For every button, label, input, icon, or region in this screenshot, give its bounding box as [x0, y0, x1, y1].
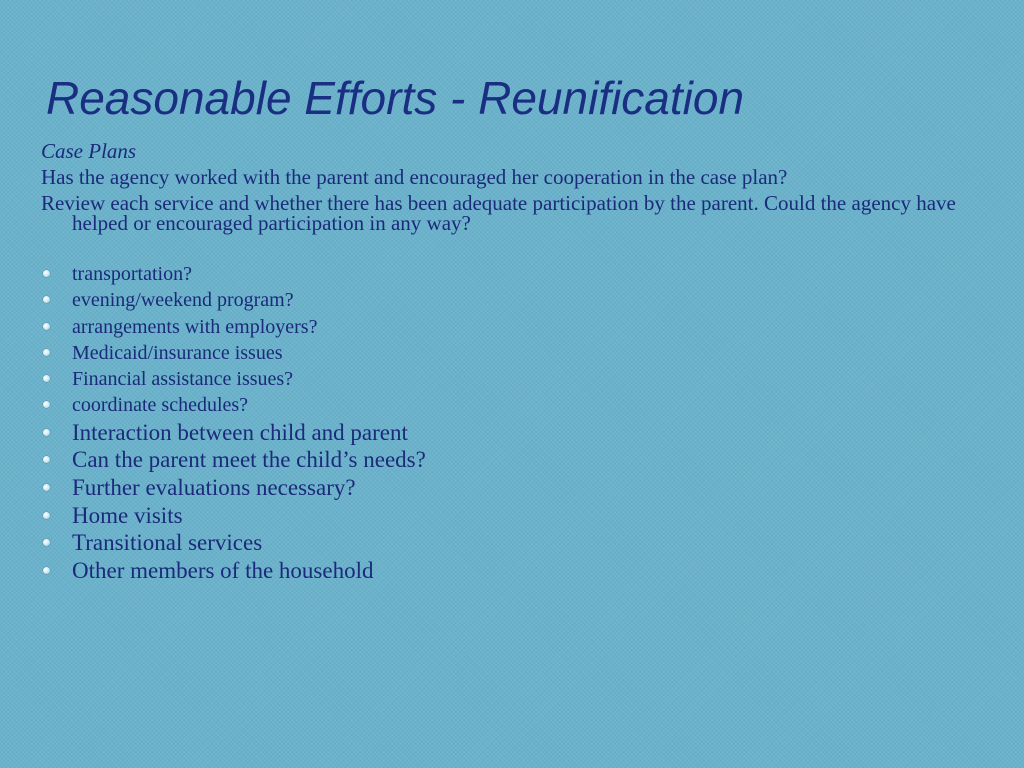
bullet-icon	[43, 456, 50, 463]
bullet-icon	[43, 401, 50, 408]
list-item-label: Interaction between child and parent	[72, 419, 408, 445]
paragraph-agency-cooperation: Has the agency worked with the parent and encouraged her cooperation in the case plan?	[41, 165, 788, 189]
list-item	[41, 529, 991, 557]
list-item	[41, 557, 991, 585]
bullet-icon	[43, 375, 50, 382]
list-item	[41, 340, 991, 366]
list-item	[41, 392, 991, 418]
list-item	[41, 446, 991, 474]
bullet-icon	[43, 484, 50, 491]
section-subhead: Case Plans	[41, 139, 137, 163]
list-item	[41, 474, 991, 502]
list-item-label: Financial assistance issues?	[72, 368, 294, 391]
bullet-icon	[43, 539, 50, 546]
list-item-label: evening/weekend program?	[72, 289, 294, 312]
list-item	[41, 314, 991, 340]
bullet-icon	[43, 349, 50, 356]
bullet-icon	[43, 323, 50, 330]
bullet-icon	[43, 296, 50, 303]
list-item	[41, 287, 991, 313]
bullet-icon	[43, 512, 50, 519]
spacer	[41, 233, 991, 261]
slide-title: Reasonable Efforts - Reunification	[46, 72, 745, 124]
bullet-icon	[43, 270, 50, 277]
list-item-label: Further evaluations necessary?	[72, 474, 356, 500]
list-item-label: Medicaid/insurance issues	[72, 341, 283, 364]
list-item	[41, 366, 991, 392]
list-item-label: Transitional services	[72, 530, 263, 556]
list-item	[41, 419, 991, 447]
bullet-icon	[43, 567, 50, 574]
paragraph-review-services: Review each service and whether there has been adequate participation by the parent. Could the agency have helped or encouraged participation in any way?	[41, 191, 956, 235]
list-item-label: Home visits	[72, 502, 183, 528]
list-item-label: transportation?	[72, 263, 192, 285]
slide-body	[41, 138, 991, 584]
bullet-icon	[43, 429, 50, 436]
list-item	[41, 261, 991, 287]
list-item-label: Can the parent meet the child’s needs?	[72, 447, 426, 473]
list-item-label: Other members of the household	[72, 557, 374, 583]
list-item	[41, 502, 991, 530]
bullet-list	[41, 261, 991, 584]
list-item-label: coordinate schedules?	[72, 394, 249, 417]
list-item-label: arrangements with employers?	[72, 315, 318, 338]
